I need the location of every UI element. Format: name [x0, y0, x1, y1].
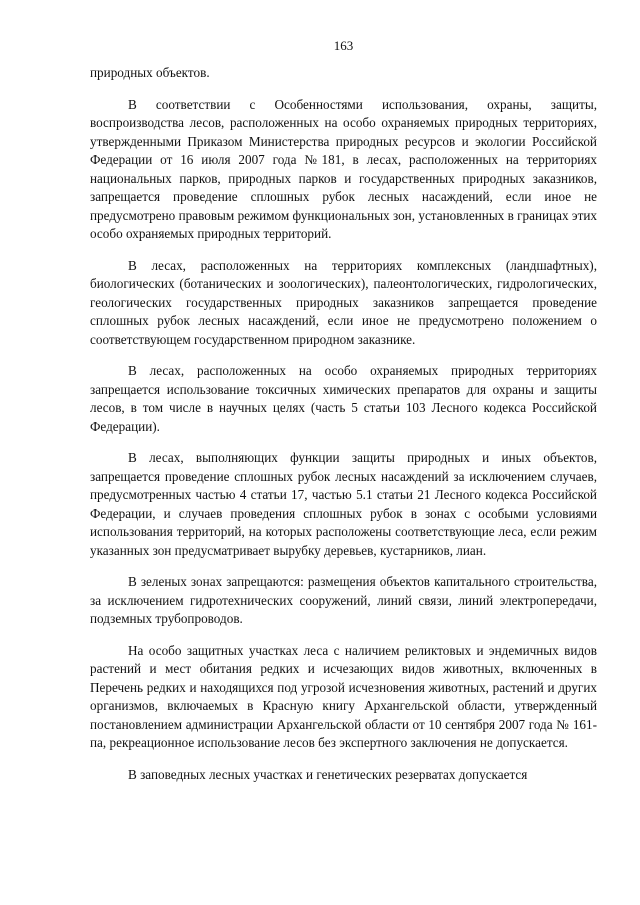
document-body [90, 64, 597, 797]
paragraph-continuation: природных объектов. [90, 65, 210, 80]
paragraph: На особо защитных участках леса с наличием реликтовых и эндемичных видов растений и мест обитания редких и исчезающих видов животных, включенных в Перечень редких и находящихся под угрозой исчезновения животных, растений и других организмов, включаемых в Красную книгу Архангельской области, утвержденный постановлением администрации Архангельской области от 10 сентября 2007 года № 161-па, рекреационное использование лесов без экспертного заключения не допускается. [90, 642, 597, 750]
document-page [90, 0, 597, 905]
paragraph: В заповедных лесных участках и генетических резерватах допускается [128, 766, 528, 782]
page-number: 163 [333, 38, 354, 53]
paragraph: В лесах, выполняющих функции защиты природных и иных объектов, запрещается проведение сплошных рубок лесных насаждений за исключением случаев, предусмотренных частью 4 статьи 17, частью 5.1 статьи 21 Лесного кодекса Российской Федерации, и случаев проведения сплошных рубок в зонах с особыми условиями использования территорий, на которых расположены соответствующие леса, если режим указанных зон предусматривает вырубку деревьев, кустарников, лиан. [90, 450, 597, 558]
paragraph: В соответствии с Особенностями использования, охраны, защиты, воспроизводства лесов, расположенных на особо охраняемых природных территориях, утвержденными Приказом Министерства природных ресурсов и экологии Российской Федерации от 16 июля 2007 года №181, в лесах, расположенных на территориях национальных парков, природных парков и государственных природных заказников, запрещается проведение сплошных рубок лесных насаждений, если иное не предусмотрено правовым режимом функциональных зон, установленных в границах этих особо охраняемых природных территорий. [90, 96, 597, 241]
paragraph: В лесах, расположенных на территориях комплексных (ландшафтных), биологических (ботанических и зоологических), палеонтологических, гидрологических, геологических государственных природных заказников запрещается проведение сплошных рубок лесных насаждений, если иное не предусмотрено положением о соответствующем государственном природном заказнике. [90, 257, 597, 347]
paragraph: В лесах, расположенных на особо охраняемых природных территориях запрещается использование токсичных химических препаратов для охраны и защиты лесов, в том числе в научных целях (часть 5 статьи 103 Лесного кодекса Российской Федерации). [90, 363, 597, 434]
paragraph: В зеленых зонах запрещаются: размещения объектов капитального строительства, за исключением гидротехнических сооружений, линий связи, линий электропередачи, подземных трубопроводов. [90, 574, 597, 626]
